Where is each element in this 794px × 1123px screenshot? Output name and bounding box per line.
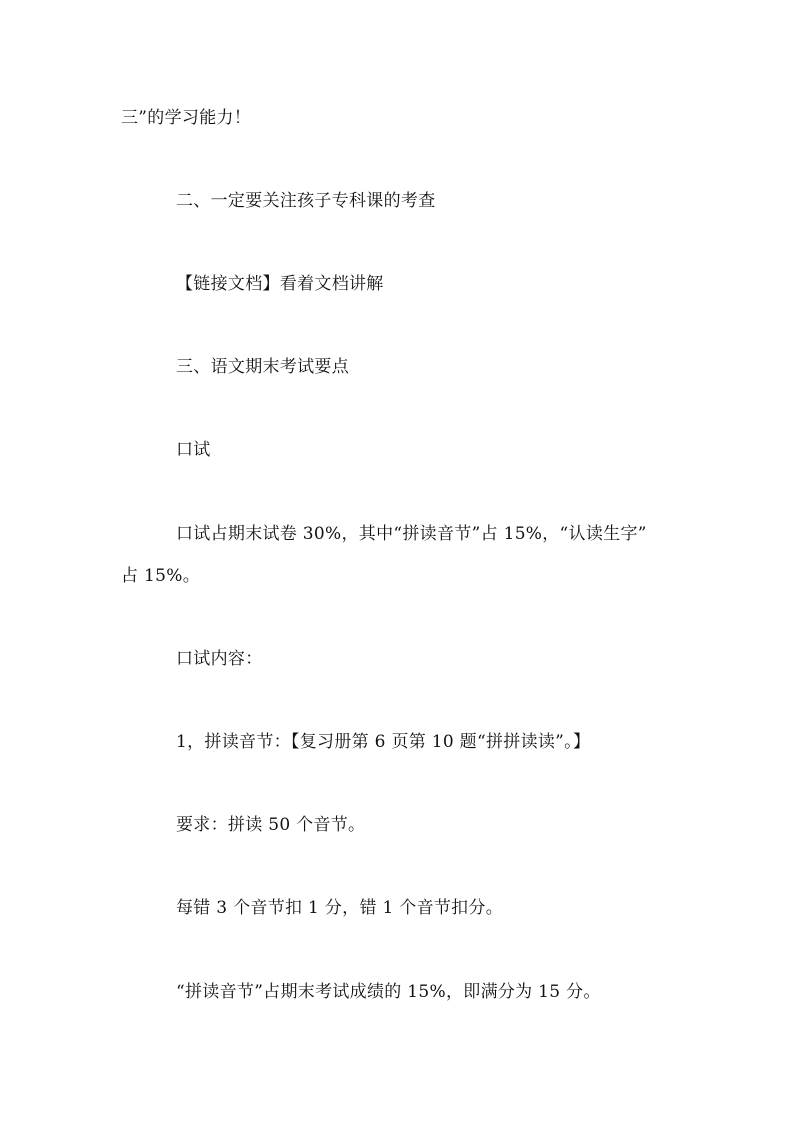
section-heading-2: 二、一定要关注孩子专科课的考查	[176, 191, 436, 211]
subheading-oral-test-content: 口试内容：	[176, 649, 263, 669]
linked-document-line: 【链接文档】看着文档讲解	[176, 274, 384, 294]
paragraph-oral-test-weight-line-1: 口试占期末试卷 30%，其中“拼读音节”占 15%，“认读生字”	[176, 524, 647, 544]
subheading-oral-test: 口试	[176, 440, 211, 460]
requirement-line: 要求：拼读 50 个音节。	[176, 815, 366, 835]
score-weight-line: “拼读音节”占期末考试成绩的 15%，即满分为 15 分。	[176, 982, 601, 1002]
deduction-rule-line: 每错 3 个音节扣 1 分，错 1 个音节扣分。	[176, 898, 504, 918]
paragraph-continuation: 三”的学习能力！	[121, 108, 252, 128]
paragraph-oral-test-weight-line-2: 占 15%。	[121, 566, 200, 586]
section-heading-3: 三、语文期末考试要点	[176, 357, 349, 377]
list-item-1: 1，拼读音节：【复习册第 6 页第 10 题“拼拼读读”。】	[176, 732, 591, 752]
